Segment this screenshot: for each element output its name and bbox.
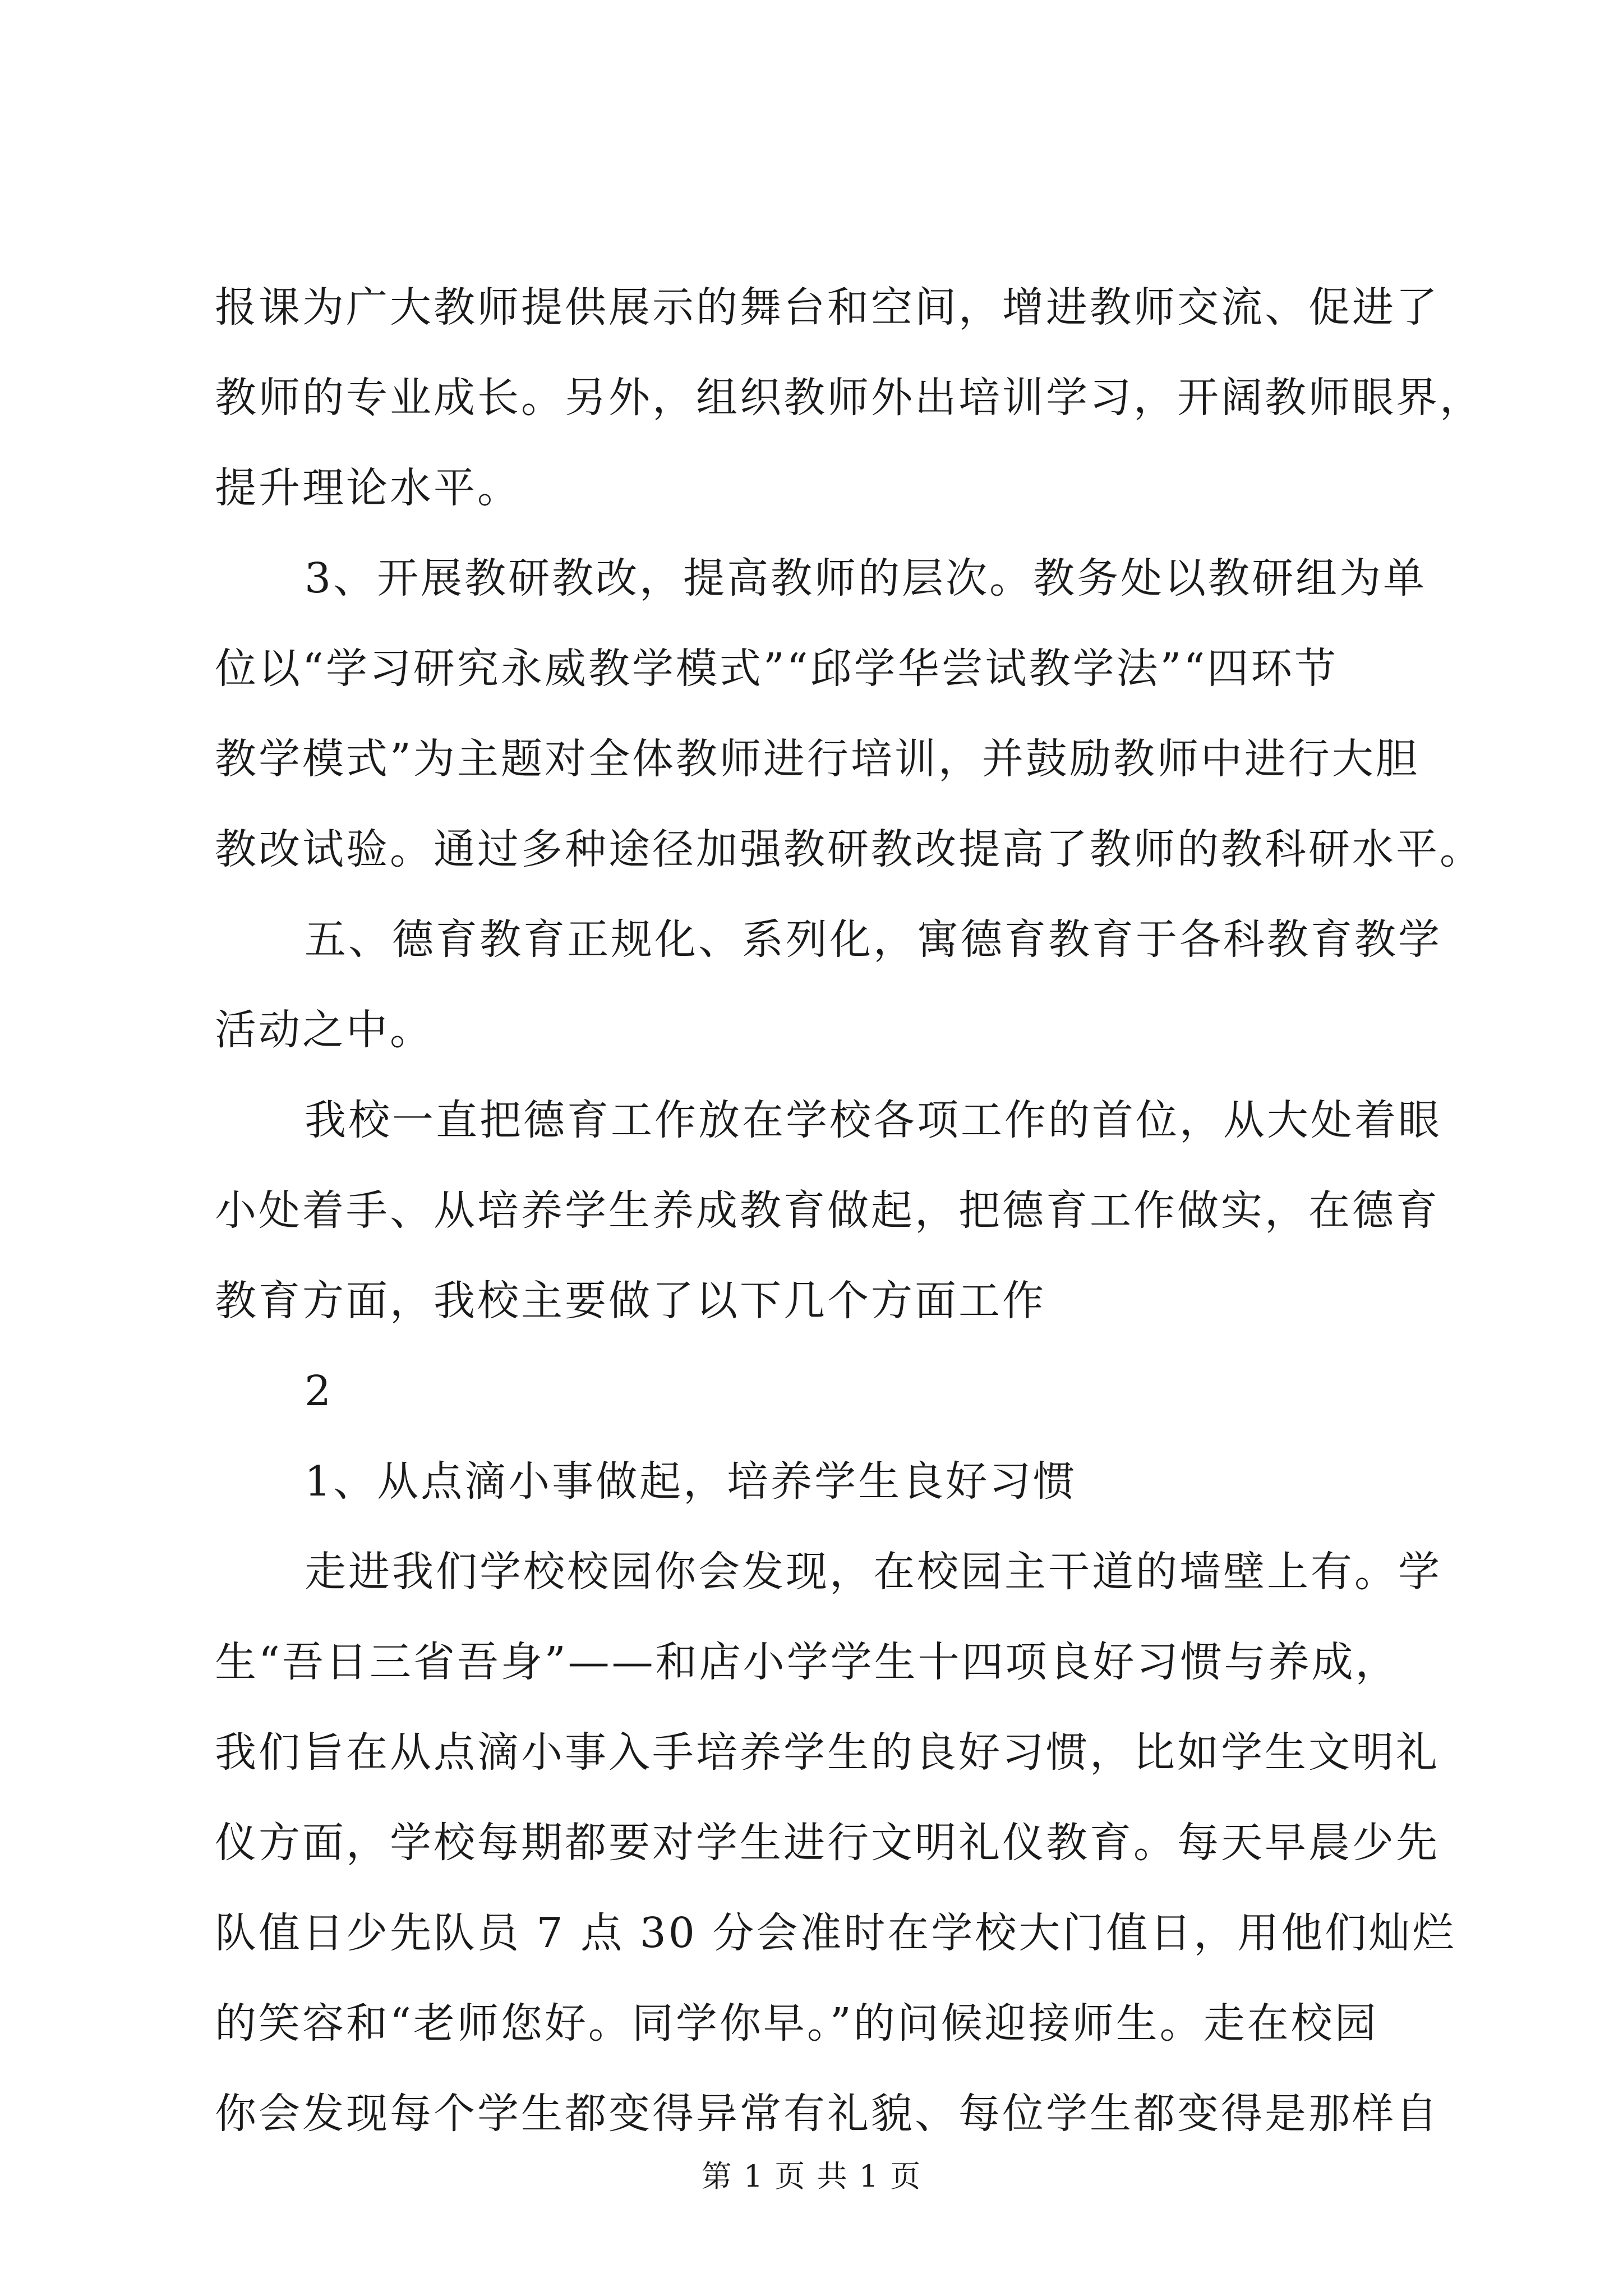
page-footer: 第 1 页 共 1 页	[701, 2159, 922, 2194]
text-line: 仪方面，学校每期都要对学生进行文明礼仪教育。每天早晨少先	[215, 1819, 1440, 1867]
text-line: 教师的专业成长。另外，组织教师外出培训学习，开阔教师眼界，	[215, 374, 1483, 422]
text-line: 队值日少先队员 7 点 30 分会准时在学校大门值日，用他们灿烂	[215, 1909, 1456, 1957]
text-line: 的笑容和“老师您好。同学你早。”的问候迎接师生。走在校园	[215, 1999, 1378, 2047]
paragraph-start-line: 走进我们学校校园你会发现，在校园主干道的墙壁上有。学	[305, 1548, 1442, 1596]
text-line: 教改试验。通过多种途径加强教研教改提高了教师的教科研水平。	[215, 825, 1483, 873]
paragraph-start-line: 我校一直把德育工作放在学校各项工作的首位，从大处着眼	[305, 1096, 1442, 1144]
text-line: 生“吾日三省吾身”——和店小学学生十四项良好习惯与养成，	[215, 1638, 1399, 1686]
text-line: 我们旨在从点滴小事入手培养学生的良好习惯，比如学生文明礼	[215, 1728, 1440, 1777]
text-line: 报课为广大教师提供展示的舞台和空间，增进教师交流、促进了	[215, 283, 1440, 332]
paragraph-start-line: 3、开展教研教改，提高教师的层次。教务处以教研组为单	[305, 554, 1427, 602]
text-line: 活动之中。	[215, 1006, 434, 1054]
subheading-line: 1、从点滴小事做起，培养学生良好习惯	[305, 1457, 1077, 1506]
text-line: 位以“学习研究永威教学模式”“邱学华尝试教学法”“四环节	[215, 645, 1339, 693]
text-line: 你会发现每个学生都变得异常有礼貌、每位学生都变得是那样自	[215, 2090, 1440, 2138]
text-line: 小处着手、从培养学生养成教育做起，把德育工作做实，在德育	[215, 1186, 1440, 1235]
text-line: 提升理论水平。	[215, 464, 521, 512]
text-line: 教学模式”为主题对全体教师进行培训，并鼓励教师中进行大胆	[215, 735, 1419, 783]
document-body	[215, 263, 1483, 2159]
section-heading-line: 五、德育教育正规化、系列化，寓德育教育于各科教育教学	[305, 915, 1442, 964]
page-number-marker: 2	[305, 1367, 334, 1415]
text-line: 教育方面，我校主要做了以下几个方面工作	[215, 1277, 1046, 1325]
